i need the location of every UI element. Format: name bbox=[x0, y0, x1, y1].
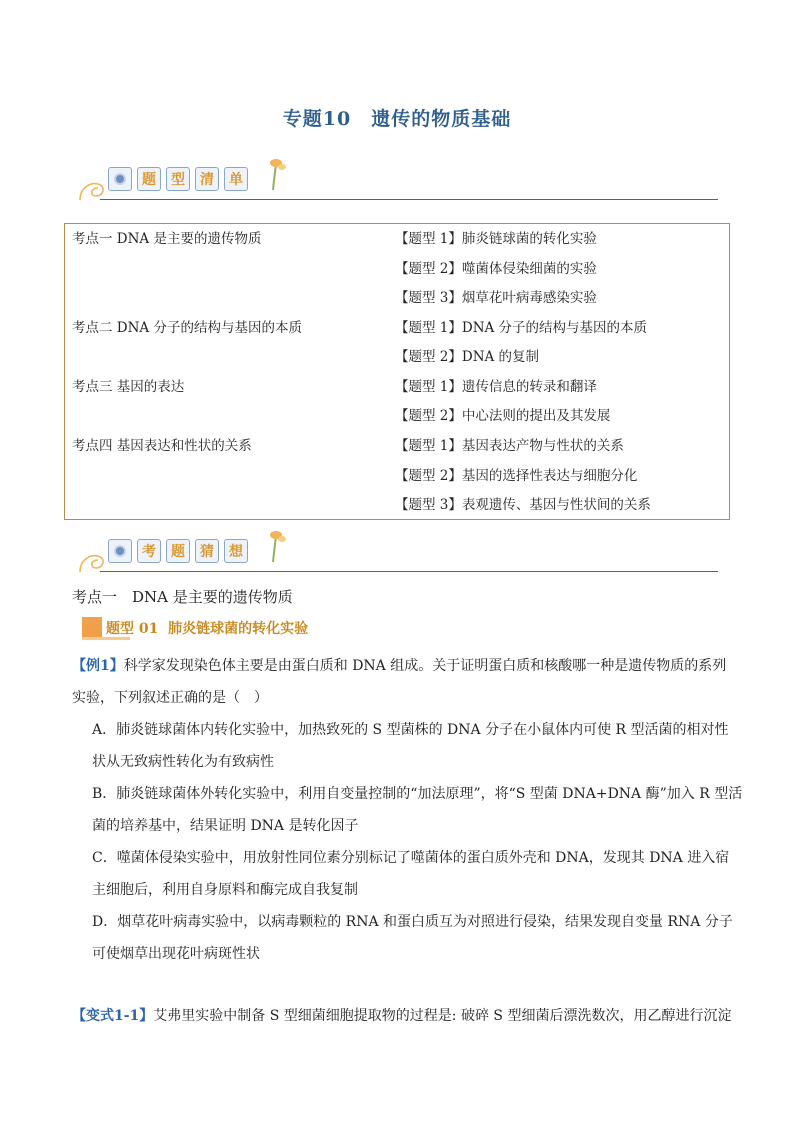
section-banner-question-types bbox=[78, 158, 718, 202]
tag-underline bbox=[82, 637, 130, 640]
banner-dot-chip bbox=[108, 539, 132, 563]
topic-label: 考点二 DNA 分子的结构与基因的本质 bbox=[72, 320, 302, 336]
example-stem-line1 bbox=[72, 650, 726, 682]
sprig-decoration-icon bbox=[264, 156, 290, 192]
variant-line1 bbox=[72, 1000, 731, 1032]
banner-chips bbox=[108, 167, 248, 191]
section-heading: 考点一 DNA 是主要的遗传物质 bbox=[72, 588, 293, 606]
question-type-item: 【题型 2】DNA 的复制 bbox=[395, 349, 540, 365]
banner-char: 考 bbox=[137, 539, 161, 563]
sprig-decoration-icon bbox=[264, 528, 290, 564]
question-type-item: 【题型 1】DNA 分子的结构与基因的本质 bbox=[395, 320, 648, 336]
qtype-title: 肺炎链球菌的转化实验 bbox=[168, 621, 309, 637]
question-type-table bbox=[64, 223, 730, 520]
option-d-line2: 可使烟草出现花叶病斑性状 bbox=[92, 946, 260, 962]
question-type-item: 【题型 1】肺炎链球菌的转化实验 bbox=[395, 231, 597, 247]
option-b-line1: B．肺炎链球菌体外转化实验中，利用自变量控制的“加法原理”，将“S 型菌 DNA+DNA 酶”加入 R 型活 bbox=[92, 786, 743, 802]
qtype-prefix: 题型 bbox=[106, 621, 139, 637]
banner-rule bbox=[100, 199, 718, 200]
variant-text: 艾弗里实验中制备 S 型细菌细胞提取物的过程是: 破碎 S 型细菌后漂洗数次，用乙醇进行沉淀 bbox=[153, 1008, 732, 1024]
option-c-line1: C．噬菌体侵染实验中，用放射性同位素分别标记了噬菌体的蛋白质外壳和 DNA，发现其 DNA 进入宿 bbox=[92, 850, 730, 866]
banner-char: 猜 bbox=[195, 539, 219, 563]
option-c-line2: 主细胞后，利用自身原料和酶完成自我复制 bbox=[92, 882, 358, 898]
banner-char: 想 bbox=[224, 539, 248, 563]
qtype-number: 01 bbox=[138, 621, 159, 637]
topic-label: 考点三 基因的表达 bbox=[72, 379, 185, 395]
example-stem-text: 科学家发现染色体主要是由蛋白质和 DNA 组成。关于证明蛋白质和核酸哪一种是遗传物质的系列 bbox=[123, 658, 727, 674]
question-type-tag bbox=[82, 615, 308, 641]
banner-dot-chip bbox=[108, 167, 132, 191]
option-a-line2: 状从无致病性转化为有致病性 bbox=[92, 754, 274, 770]
topic-label: 考点四 基因表达和性状的关系 bbox=[72, 438, 252, 454]
option-a-line1: A．肺炎链球菌体内转化实验中，加热致死的 S 型菌株的 DNA 分子在小鼠体内可使 R 型活菌的相对性 bbox=[92, 722, 729, 738]
banner-char: 型 bbox=[166, 167, 190, 191]
question-type-item: 【题型 2】噬菌体侵染细菌的实验 bbox=[395, 261, 597, 277]
question-type-heading bbox=[106, 618, 308, 638]
banner-char: 题 bbox=[166, 539, 190, 563]
question-type-item: 【题型 2】中心法则的提出及其发展 bbox=[395, 408, 611, 424]
banner-chips bbox=[108, 539, 248, 563]
question-type-item: 【题型 3】烟草花叶病毒感染实验 bbox=[395, 290, 597, 306]
orange-block-icon bbox=[82, 617, 102, 639]
circle-icon bbox=[114, 173, 126, 185]
page-title: 专题10 遗传的物质基础 bbox=[282, 108, 512, 130]
question-type-item: 【题型 2】基因的选择性表达与细胞分化 bbox=[395, 468, 638, 484]
variant-tag: 【变式1-1】 bbox=[72, 1008, 154, 1024]
option-d-line1: D．烟草花叶病毒实验中，以病毒颗粒的 RNA 和蛋白质互为对照进行侵染，结果发现自变量 RNA 分子 bbox=[92, 914, 733, 930]
example-stem-line2: 实验，下列叙述正确的是（ ） bbox=[72, 690, 268, 706]
example-tag: 【例1】 bbox=[72, 658, 124, 674]
question-type-item: 【题型 1】遗传信息的转录和翻译 bbox=[395, 379, 597, 395]
question-type-item: 【题型 1】基因表达产物与性状的关系 bbox=[395, 438, 624, 454]
section-banner-predictions bbox=[78, 530, 718, 574]
banner-rule bbox=[100, 571, 718, 572]
option-b-line2: 菌的培养基中，结果证明 DNA 是转化因子 bbox=[92, 818, 359, 834]
banner-char: 题 bbox=[137, 167, 161, 191]
banner-char: 清 bbox=[195, 167, 219, 191]
circle-icon bbox=[114, 545, 126, 557]
banner-char: 单 bbox=[224, 167, 248, 191]
topic-label: 考点一 DNA 是主要的遗传物质 bbox=[72, 231, 262, 247]
question-type-item: 【题型 3】表观遗传、基因与性状间的关系 bbox=[395, 497, 651, 513]
